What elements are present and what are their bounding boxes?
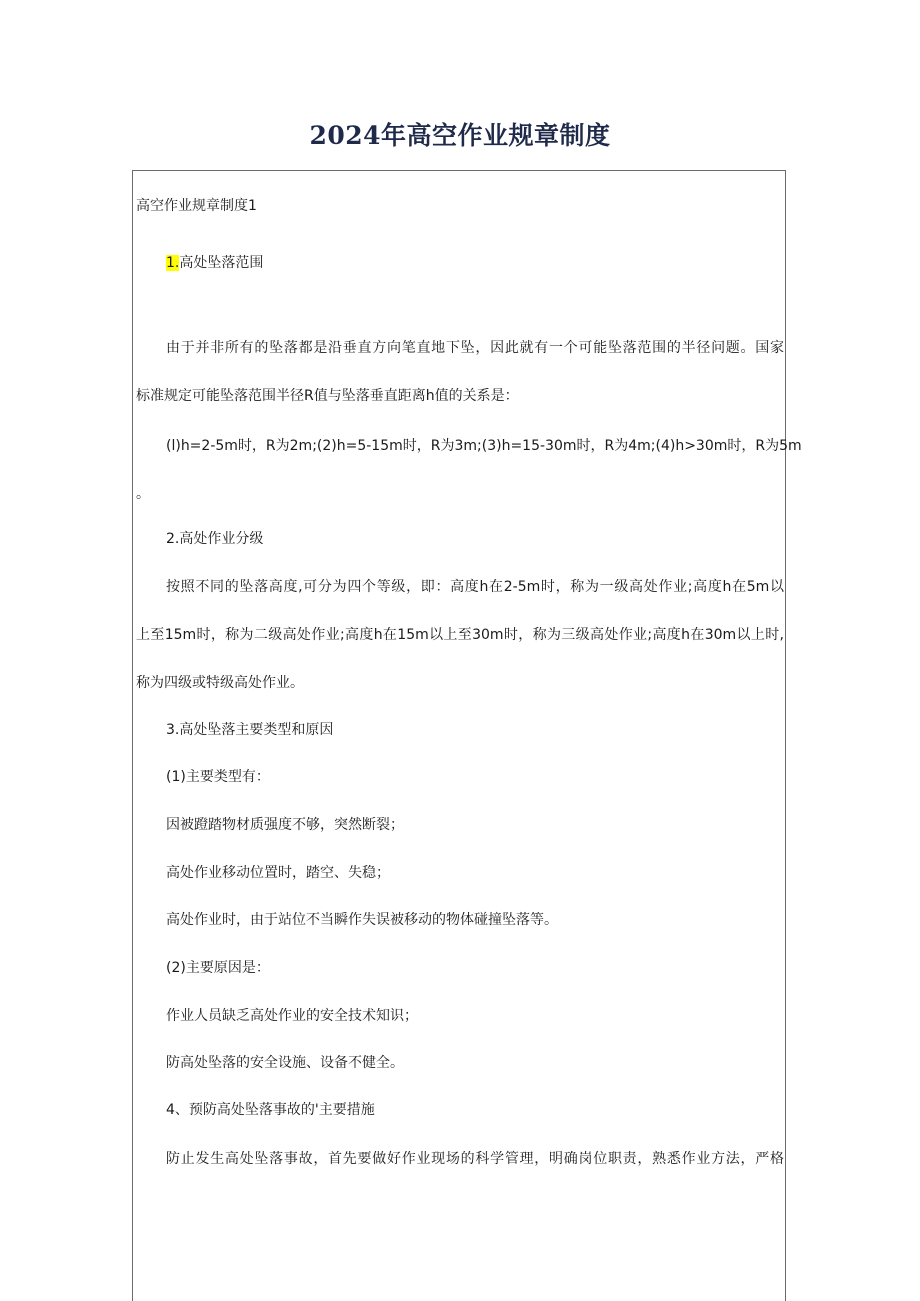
item-4-heading: 4、预防高处坠落事故的'主要措施 [166,1102,375,1118]
item-1-heading [166,253,784,273]
sub-2-heading: (2)主要原因是： [166,960,270,976]
paragraph-3-line-3: 称为四级或特级高处作业。 [136,675,304,691]
sub-2-item-a: 作业人员缺乏高处作业的安全技术知识； [166,1008,418,1024]
sub-1-heading: (1)主要类型有： [166,769,270,785]
item-3-heading: 3.高处坠落主要类型和原因 [166,722,334,738]
paragraph-1-line-1: 由于并非所有的坠落都是沿垂直方向笔直地下坠，因此就有一个可能坠落范围的半径问题。国家 [166,340,784,356]
section-heading: 高空作业规章制度1 [136,198,257,214]
paragraph-2-line-1: (l)h=2-5m时，R为2m;(2)h=5-15m时，R为3m;(3)h=15-30m时，R为4m;(4)h>30m时，R为5m [166,438,802,454]
sub-1-item-a: 因被蹬踏物材质强度不够，突然断裂； [166,817,404,833]
item-1-title: 高处坠落范围 [179,255,264,271]
document-title: 2024年高空作业规章制度 [309,121,611,150]
paragraph-2-line-2: 。 [136,486,150,502]
sub-1-item-c: 高处作业时，由于站位不当瞬作失误被移动的物体碰撞坠落等。 [166,912,558,928]
item-1-number: 1. [166,255,180,271]
sub-2-item-b: 防高处坠落的安全设施、设备不健全。 [166,1055,404,1071]
paragraph-4-line-1: 防止发生高处坠落事故，首先要做好作业现场的科学管理，明确岗位职责，熟悉作业方法，严格 [166,1151,784,1167]
item-2-heading: 2.高处作业分级 [166,531,264,547]
sub-1-item-b: 高处作业移动位置时，踏空、失稳； [166,865,390,881]
paragraph-1-line-2: 标准规定可能坠落范围半径R值与坠落垂直距离h值的关系是： [136,388,519,404]
paragraph-3-line-1: 按照不同的坠落高度,可分为四个等级，即：高度h在2-5m时，称为一级高处作业;高度h在5m以 [166,579,784,595]
paragraph-3-line-2: 上至15m时，称为二级高处作业;高度h在15m以上至30m时，称为三级高处作业;高度h在30m以上时, [136,627,784,643]
